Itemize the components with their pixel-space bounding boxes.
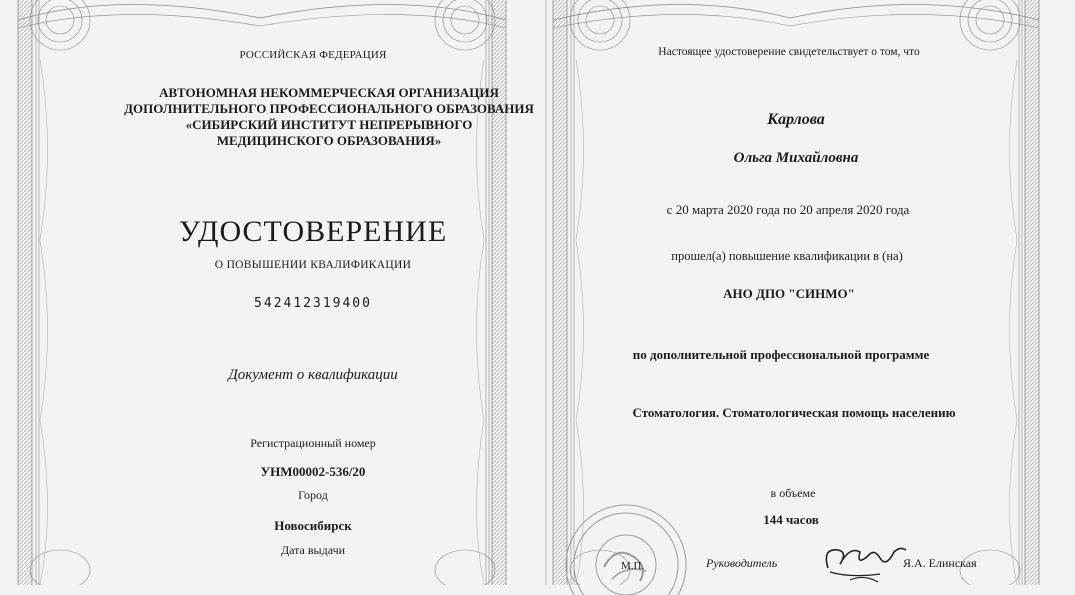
city-value: Новосибирск bbox=[274, 518, 352, 533]
city-label: Город bbox=[298, 488, 328, 502]
registration-number: УНМ00002-536/20 bbox=[260, 464, 366, 479]
document-title: УДОСТОВЕРЕНИЕ bbox=[178, 215, 448, 248]
program-name: Стоматология. Стоматологическая помощь населению bbox=[632, 405, 956, 420]
page-fold bbox=[545, 0, 547, 585]
training-period: с 20 марта 2020 года по 20 апреля 2020 года bbox=[666, 202, 910, 217]
holder-given-names: Ольга Михайловна bbox=[733, 150, 859, 166]
org-line: ДОПОЛНИТЕЛЬНОГО ПРОФЕССИОНАЛЬНОГО ОБРАЗОВАНИЯ bbox=[124, 101, 534, 116]
org-line: МЕДИЦИНСКОГО ОБРАЗОВАНИЯ» bbox=[216, 133, 442, 148]
program-label: по дополнительной профессиональной программе bbox=[632, 347, 930, 362]
org-line: АВТОНОМНАЯ НЕКОММЕРЧЕСКАЯ ОРГАНИЗАЦИЯ bbox=[159, 85, 499, 100]
issue-date-label: Дата выдачи bbox=[280, 543, 346, 557]
volume-label: в объеме bbox=[770, 486, 816, 500]
org-line: «СИБИРСКИЙ ИНСТИТУТ НЕПРЕРЫВНОГО bbox=[185, 117, 473, 132]
organization-name bbox=[124, 85, 534, 149]
handwritten-signature bbox=[820, 538, 910, 583]
institution-name: АНО ДПО "СИНМО" bbox=[723, 286, 855, 301]
document-kind: Документ о квалификации bbox=[228, 367, 398, 383]
registration-label: Регистрационный номер bbox=[250, 436, 376, 450]
holder-surname: Карлова bbox=[767, 111, 825, 128]
certificate-intro: Настоящее удостоверение свидетельствует о том, что bbox=[658, 46, 920, 58]
serial-number: 542412319400 bbox=[254, 296, 372, 311]
document-subtitle: О ПОВЫШЕНИИ КВАЛИФИКАЦИИ bbox=[214, 259, 412, 271]
head-label: Руководитель bbox=[706, 556, 778, 570]
country-name: РОССИЙСКАЯ ФЕДЕРАЦИЯ bbox=[239, 49, 387, 61]
stamp-place-label: М.П. bbox=[621, 560, 645, 572]
head-name: Я.А. Елинская bbox=[903, 556, 977, 570]
round-seal-stamp bbox=[556, 495, 696, 595]
qualification-statement: прошел(а) повышение квалификации в (на) bbox=[671, 249, 903, 263]
training-hours: 144 часов bbox=[763, 512, 819, 527]
